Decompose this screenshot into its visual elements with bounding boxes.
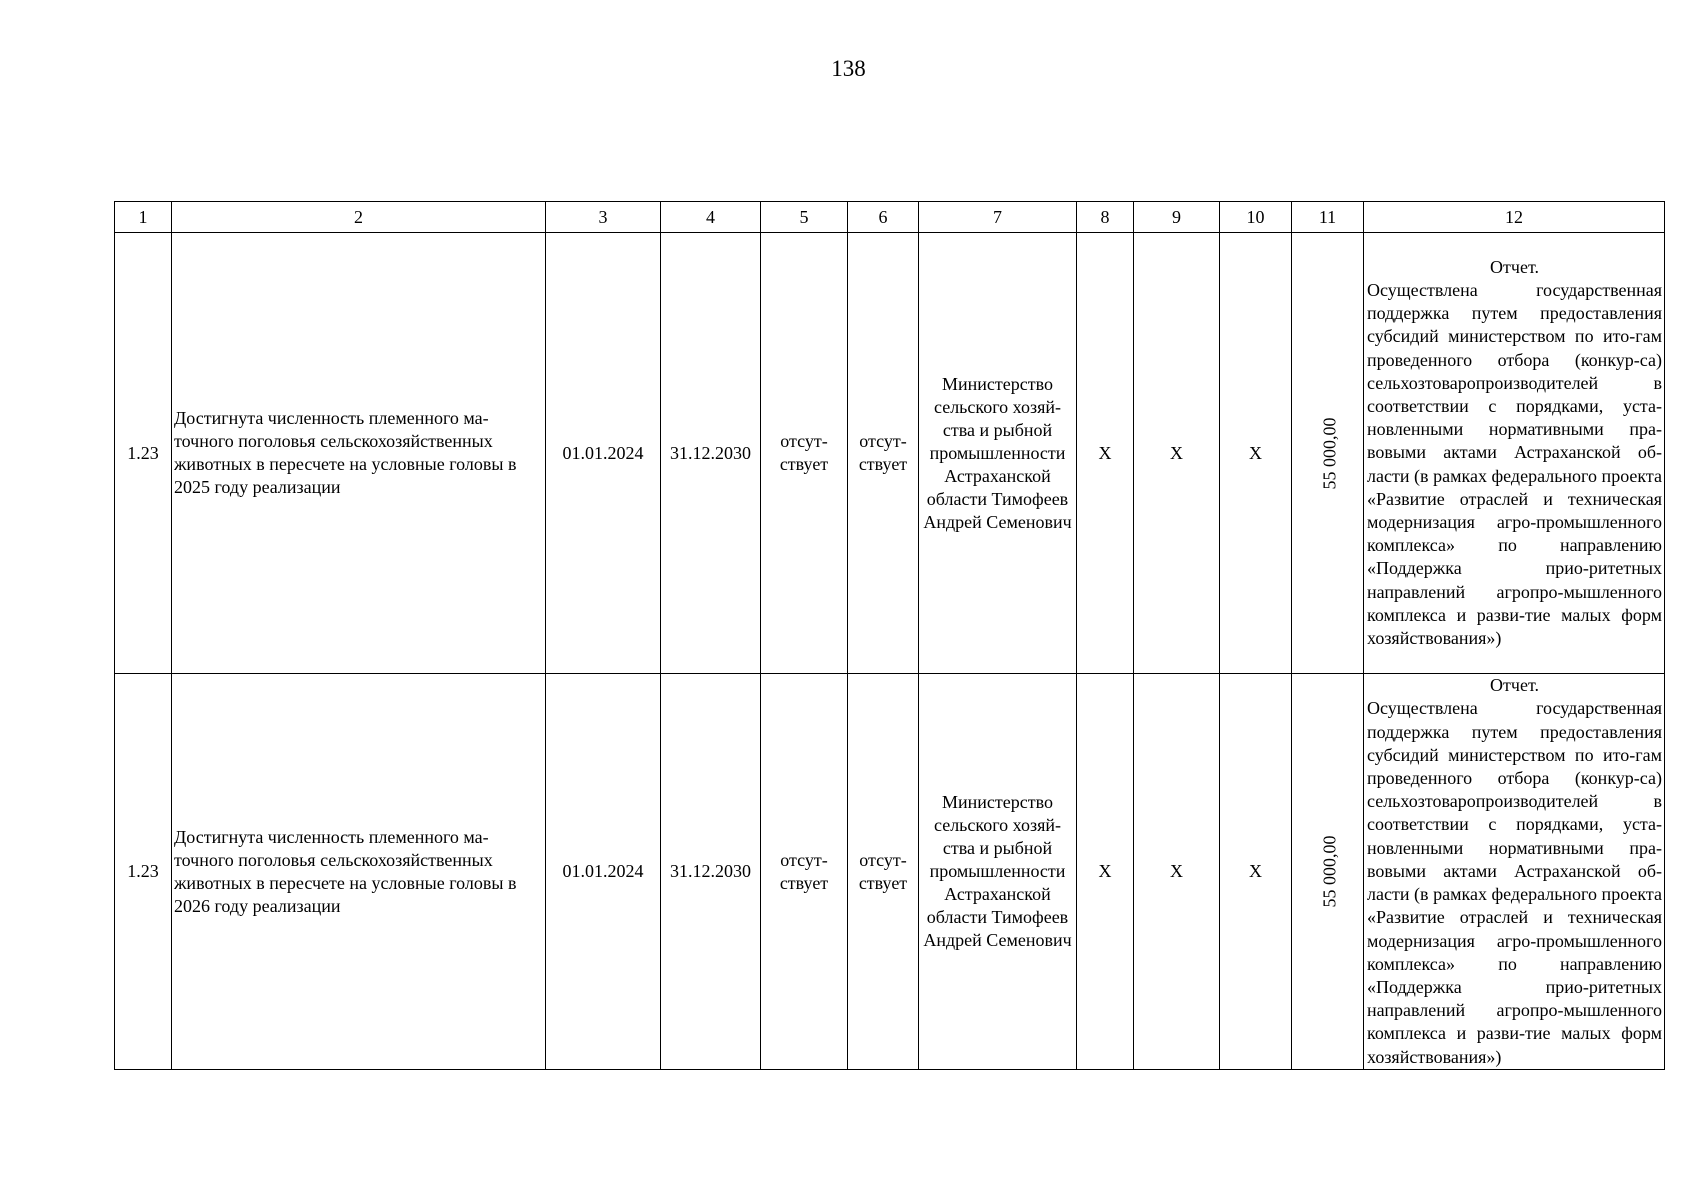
amount-value: 55 000,00 bbox=[1319, 835, 1340, 908]
col8-mark: X bbox=[1077, 674, 1134, 1070]
report-cell bbox=[1364, 674, 1665, 1070]
col9-mark: X bbox=[1134, 233, 1220, 674]
column-number: 9 bbox=[1134, 202, 1220, 233]
measures-table bbox=[114, 201, 1665, 1070]
column-number: 11 bbox=[1292, 202, 1364, 233]
start-date: 01.01.2024 bbox=[546, 674, 661, 1070]
col5-value: отсут-ствует bbox=[761, 233, 848, 674]
report-title: Отчет. bbox=[1490, 256, 1539, 277]
column-number: 10 bbox=[1220, 202, 1292, 233]
column-number: 3 bbox=[546, 202, 661, 233]
amount-cell bbox=[1292, 233, 1364, 674]
column-number: 6 bbox=[848, 202, 919, 233]
col6-value: отсут-ствует bbox=[848, 233, 919, 674]
column-number-row bbox=[115, 202, 1665, 233]
column-number: 1 bbox=[115, 202, 172, 233]
report-text: Осуществлена государственная поддержка путем предоставления субсидий министерством по ито-гам проведенного отбора (конкур-са) сельхозтоваропроизводителей в соответствии с порядками, уста-новленными нормативными пра-вовыми актами Астраханской об-ласти (в рамках федерального проекта «Развитие отраслей и техническая модернизация агро-промышленного комплекса» по направлению «Поддержка прио-ритетных направлений агропро-мышленного комплекса и разви-тие малых форм хозяйствования») bbox=[1367, 279, 1662, 649]
report-text: Осуществлена государственная поддержка путем предоставления субсидий министерством по ито-гам проведенного отбора (конкур-са) сельхозтоваропроизводителей в соответствии с порядками, уста-новленными нормативными пра-вовыми актами Астраханской об-ласти (в рамках федерального проекта «Развитие отраслей и техническая модернизация агро-промышленного комплекса» по направлению «Поддержка прио-ритетных направлений агропро-мышленного комплекса и разви-тие малых форм хозяйствования») bbox=[1367, 698, 1662, 1067]
col10-mark: X bbox=[1220, 233, 1292, 674]
row-number: 1.23 bbox=[115, 674, 172, 1070]
measure-description: Достигнута численность племенного ма-точного поголовья сельскохозяйственных животных в пересчете на условные головы в 2026 году реализации bbox=[172, 674, 546, 1070]
table-row bbox=[115, 233, 1665, 674]
column-number: 2 bbox=[172, 202, 546, 233]
column-number: 4 bbox=[661, 202, 761, 233]
measure-description: Достигнута численность племенного ма-точного поголовья сельскохозяйственных животных в пересчете на условные головы в 2025 году реализации bbox=[172, 233, 546, 674]
report-cell bbox=[1364, 233, 1665, 674]
column-number: 7 bbox=[919, 202, 1077, 233]
responsible-executor: Министерство сельского хозяй-ства и рыбной промышленности Астраханской области Тимофеев Андрей Семенович bbox=[919, 233, 1077, 674]
col6-value: отсут-ствует bbox=[848, 674, 919, 1070]
report-title: Отчет. bbox=[1490, 675, 1539, 696]
end-date: 31.12.2030 bbox=[661, 674, 761, 1070]
amount-cell bbox=[1292, 674, 1364, 1070]
page-number: 138 bbox=[831, 56, 866, 81]
column-number: 5 bbox=[761, 202, 848, 233]
end-date: 31.12.2030 bbox=[661, 233, 761, 674]
col9-mark: X bbox=[1134, 674, 1220, 1070]
table-row bbox=[115, 674, 1665, 1070]
start-date: 01.01.2024 bbox=[546, 233, 661, 674]
responsible-executor: Министерство сельского хозяй-ства и рыбной промышленности Астраханской области Тимофеев Андрей Семенович bbox=[919, 674, 1077, 1070]
row-number: 1.23 bbox=[115, 233, 172, 674]
amount-value: 55 000,00 bbox=[1319, 417, 1340, 489]
column-number: 12 bbox=[1364, 202, 1665, 233]
col10-mark: X bbox=[1220, 674, 1292, 1070]
column-number: 8 bbox=[1077, 202, 1134, 233]
col5-value: отсут-ствует bbox=[761, 674, 848, 1070]
col8-mark: X bbox=[1077, 233, 1134, 674]
